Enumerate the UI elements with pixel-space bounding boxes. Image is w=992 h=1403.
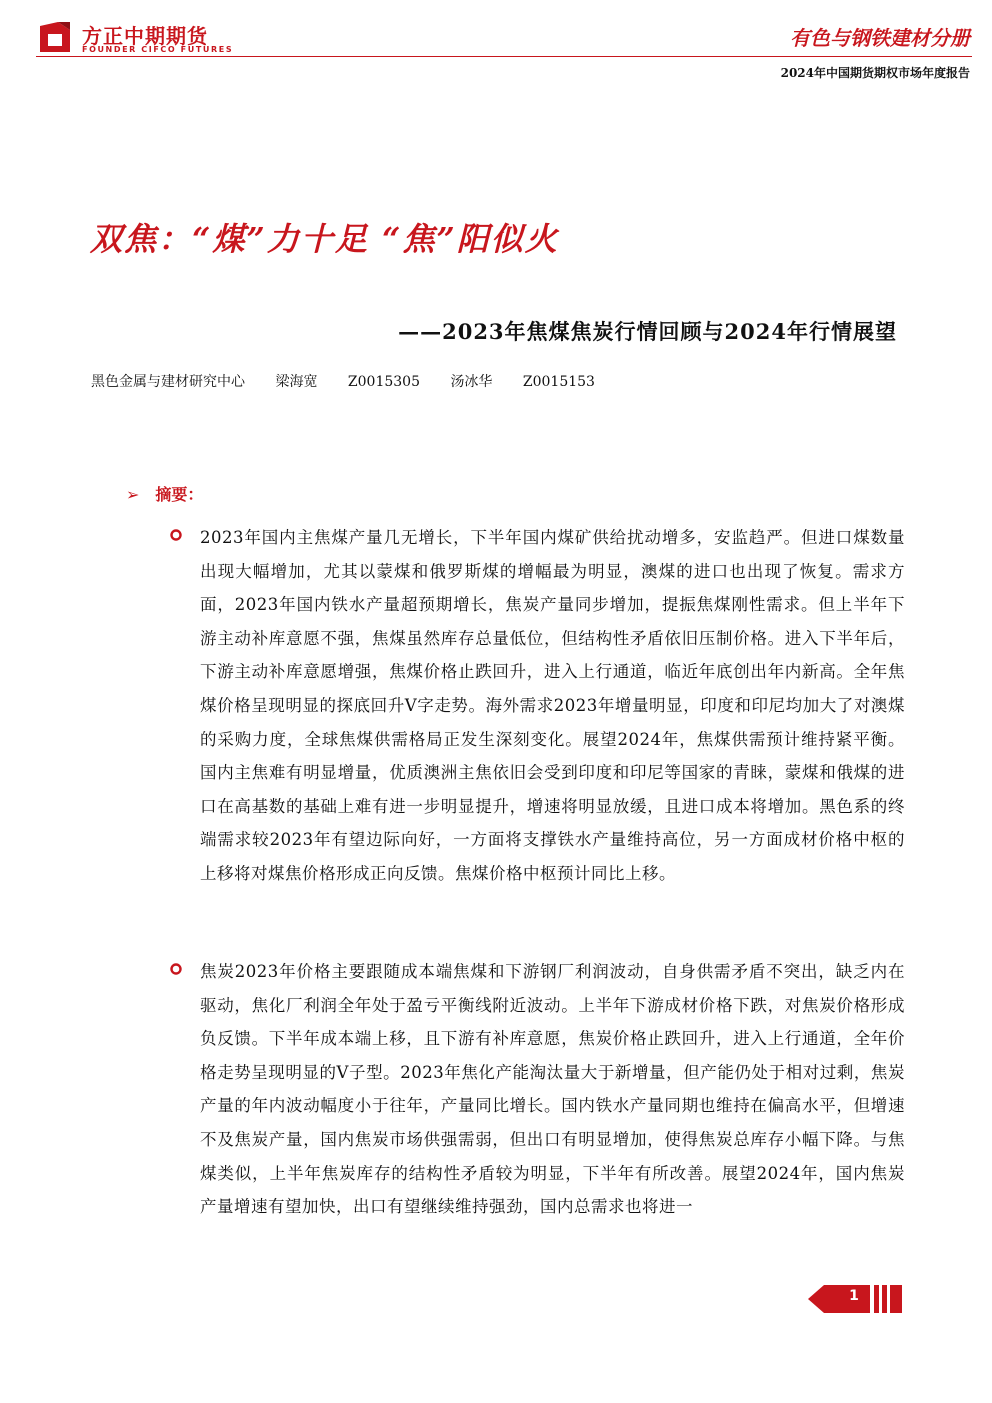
circle-bullet-icon	[170, 529, 182, 541]
company-logo	[36, 18, 236, 60]
abstract-paragraph-text: 焦炭2023年价格主要跟随成本端焦煤和下游钢厂利润波动，自身供需矛盾不突出，缺乏内在驱动，焦化厂利润全年处于盈亏平衡线附近波动。上半年下游成材价格下跌，对焦炭价格形成负反馈。下半年成本端上移，且下游有补库意愿，焦炭价格止跌回升，进入上行通道，全年价格走势呈现明显的V子型。2023年焦化产能淘汰量大于新增量，但产能仍处于相对过剩，焦炭产量的年内波动幅度小于往年，产量同比增长。国内铁水产量同期也维持在偏高水平，但增速不及焦炭产量，国内焦炭市场供强需弱，但出口有明显增加，使得焦炭总库存小幅下降。与焦煤类似，上半年焦炭库存的结构性矛盾较为明显，下半年有所改善。展望2024年，国内焦炭产量增速有望加快，出口有望继续维持强劲，国内总需求也将进一	[200, 962, 905, 1217]
logo-mark-icon	[36, 18, 74, 56]
page-number: 1	[849, 1288, 859, 1304]
author-name: 汤冰华	[450, 374, 493, 390]
author-license: Z0015153	[522, 374, 595, 390]
page-number-badge	[808, 1283, 904, 1315]
abstract-heading	[126, 482, 203, 505]
research-center: 黑色金属与建材研究中心	[91, 374, 245, 390]
page-subtitle: ——2023年焦煤焦炭行情回顾与2024年行情展望	[398, 319, 897, 344]
circle-bullet-icon	[170, 963, 182, 975]
abstract-paragraph	[170, 955, 905, 1255]
report-section-title: 有色与钢铁建材分册	[790, 26, 970, 50]
author-line	[91, 371, 621, 391]
abstract-heading-label: 摘要：	[155, 485, 204, 504]
page-title: 双焦：“煤”力十足 “焦”阳似火	[90, 220, 559, 258]
arrow-bullet-icon: ➢	[126, 485, 140, 504]
logo-text-en: FOUNDER CIFCO FUTURES	[82, 45, 234, 54]
logo-text-cn: 方正中期期货	[82, 24, 208, 48]
report-name: 2024年中国期货期权市场年度报告	[780, 66, 970, 80]
author-license: Z0015305	[347, 374, 420, 390]
abstract-paragraph	[170, 521, 905, 955]
abstract-paragraph-text: 2023年国内主焦煤产量几无增长，下半年国内煤矿供给扰动增多，安监趋严。但进口煤数量出现大幅增加，尤其以蒙煤和俄罗斯煤的增幅最为明显，澳煤的进口也出现了恢复。需求方面，2023年国内铁水产量超预期增长，焦炭产量同步增加，提振焦煤刚性需求。但上半年下游主动补库意愿不强，焦煤虽然库存总量低位，但结构性矛盾依旧压制价格。进入下半年后，下游主动补库意愿增强，焦煤价格止跌回升，进入上行通道，临近年底创出年内新高。全年焦煤价格呈现明显的探底回升V字走势。海外需求2023年增量明显，印度和印尼均加大了对澳煤的采购力度，全球焦煤供需格局正发生深刻变化。展望2024年，焦煤供需预计维持紧平衡。国内主焦难有明显增量，优质澳洲主焦依旧会受到印度和印尼等国家的青睐，蒙煤和俄煤的进口在高基数的基础上难有进一步明显提升，增速将明显放缓，且进口成本将增加。黑色系的终端需求较2023年有望边际向好，一方面将支撑铁水产量维持高位，另一方面成材价格中枢的上移将对煤焦价格形成正向反馈。焦煤价格中枢预计同比上移。	[200, 528, 905, 883]
header-divider	[36, 56, 972, 57]
author-name: 梁海宽	[275, 374, 318, 390]
